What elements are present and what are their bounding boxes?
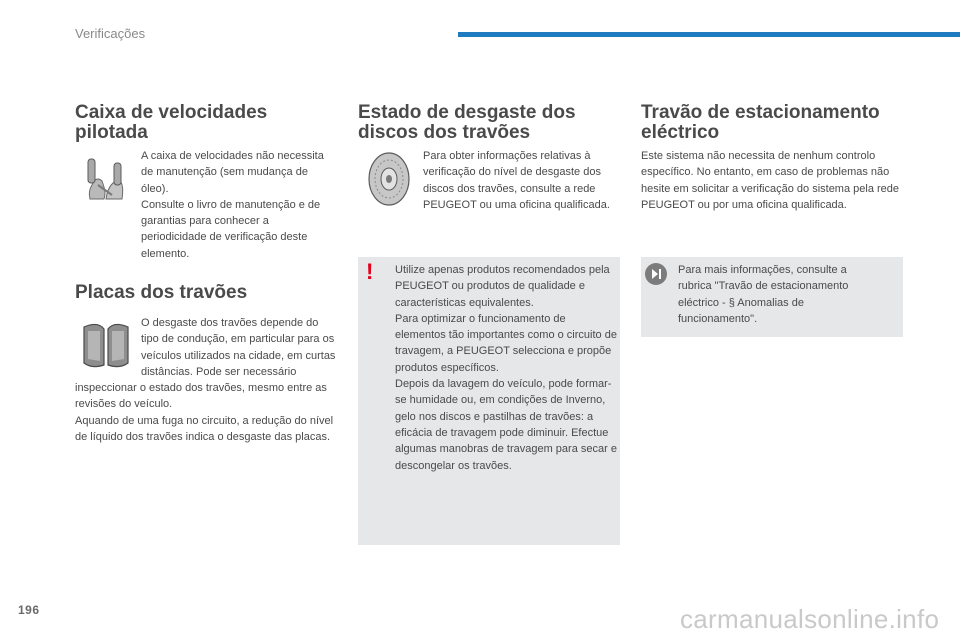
info-text: Para mais informações, consulte a rubrica "Travão de estacionamento eléctrico - § Anomalias de funcionamento". bbox=[678, 264, 849, 325]
header-accent-bar bbox=[458, 32, 960, 37]
brake-disc-icon bbox=[364, 150, 414, 213]
warning-box bbox=[358, 257, 620, 545]
parking-brake-text: Este sistema não necessita de nenhum controlo específico. No entanto, em caso de problemas não hesite em solicitar a verificação do sistema pela rede PEUGEOT ou por uma oficina qualificada. bbox=[641, 150, 900, 211]
info-arrow-icon bbox=[645, 263, 667, 285]
brake-discs-text: Para obter informações relativas à verificação do nível de desgaste dos discos dos travões, consulte a rede PEUGEOT ou uma oficina qualificada. bbox=[423, 150, 610, 211]
header-title: Verificações bbox=[75, 26, 146, 41]
gearbox-title: Caixa de velocidades pilotada bbox=[75, 102, 268, 143]
gear-lever-icon bbox=[80, 155, 130, 210]
brake-pads-title: Placas dos travões bbox=[75, 282, 248, 303]
brake-pads-text: O desgaste dos travões depende do tipo de condução, em particular para os veículos utilizados na cidade, em curtas distâncias. Pode ser necessário inspeccionar o estado dos travões, mesmo entre as revisões do veículo. Aquando de uma fuga no circuito, a redução do nível de líquido dos travões indica o desgaste das placas. bbox=[75, 317, 336, 444]
gearbox-text: A caixa de velocidades não necessita de manutenção (sem mudança de óleo). Consulte o livro de manutenção e de garantias para conhecer a periodicidade de verificação deste elemento. bbox=[141, 150, 324, 260]
brake-discs-title: Estado de desgaste dos discos dos travões bbox=[358, 102, 576, 143]
warning-text: Utilize apenas produtos recomendados pela PEUGEOT ou produtos de qualidade e características equivalentes. Para optimizar o funcionamento de elementos tão importantes como o circuito de travagem, a PEUGEOT selecciona e propõe produtos específicos. Depois da lavagem do veículo, pode formar-se humidade ou, em condições de Inverno, gelo nos discos e pastilhas de travões: a eficácia de travagem pode diminuir. Efectue algumas manobras de travagem para secar e descongelar os travões. bbox=[395, 264, 617, 472]
parking-brake-title: Travão de estacionamento eléctrico bbox=[641, 102, 880, 143]
page-number: 196 bbox=[18, 603, 40, 617]
watermark: carmanualsonline.info bbox=[680, 604, 940, 634]
info-box bbox=[641, 257, 903, 337]
warning-exclamation-icon: ! bbox=[366, 259, 374, 284]
